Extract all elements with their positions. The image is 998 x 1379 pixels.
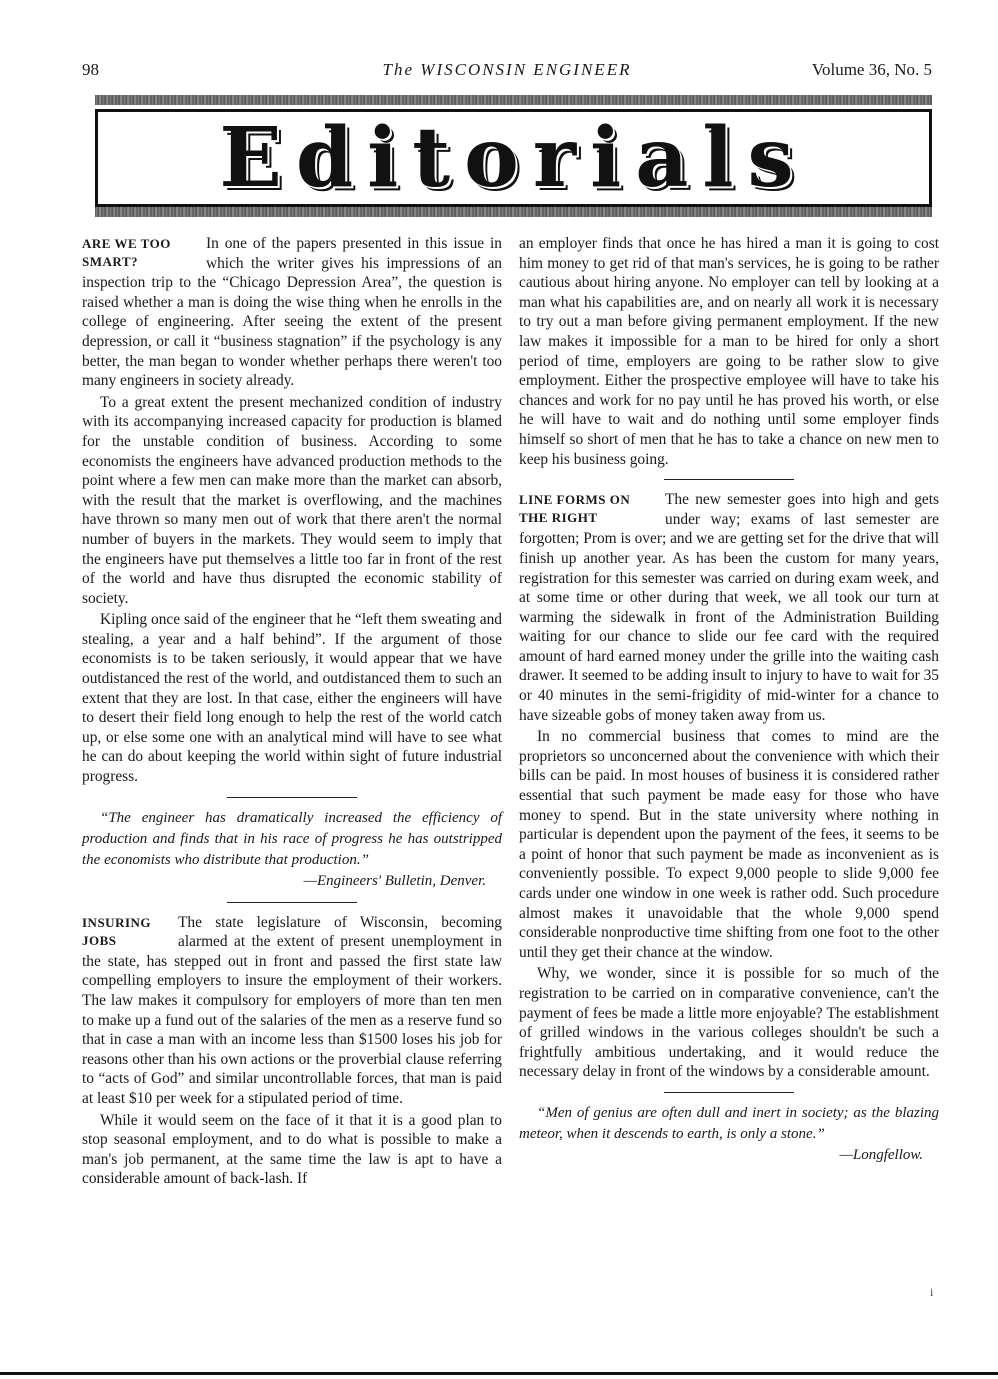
section-heading: INSURING JOBS <box>82 914 152 948</box>
pull-quote <box>82 808 502 892</box>
paragraph-continued: an employer finds that once he has hired a man it is going to cost him money to get rid of that man's services, he is going to be rather cautious about hiring anyone. No employer can tell by looking at a man what his capabilities are, and on nearly all work it is necessary to try out a man before giving permanent employment. If the new law makes it impossible for a man to be hired for only a short period of time, employers are going to be rather slow to give employment. Either the prospective employee will have to take his chances and work for no pay until he has proved his worth, or else he will have to wait and do nothing until some employer finds himself so short of men that he has to take a chance on new men to keep his business going. <box>519 235 939 468</box>
section-heading: LINE FORMS ON THE RIGHT <box>519 492 631 526</box>
running-header <box>82 60 932 84</box>
pull-quote <box>519 1103 939 1166</box>
divider-rule <box>227 902 357 903</box>
page-number: 98 <box>82 60 99 79</box>
quote-attribution: —Engineers' Bulletin, Denver. <box>303 872 486 889</box>
divider-rule <box>664 479 794 480</box>
paragraph: While it would seem on the face of it that it is a good plan to stop seasonal employment, and to do what is possible to make a man's job permanent, at the same time the law is apt to have a considerable amount of back-lash. If <box>82 1111 502 1188</box>
editorials-banner <box>95 95 932 217</box>
margin-mark: i <box>930 1285 934 1299</box>
editorial-line-forms-on-the-right <box>519 490 939 1082</box>
paragraph: In no commercial business that comes to mind are the proprietors so unconcerned about the convenience with which their bills can be paid. In most houses of business it is considered rather essential that such payment be made easy for those who have money to spend. But in the state university where nothing in particular is dependent upon the payment of the fees, it seems to be a point of honor that such payment be made as inconvenient as is conveniently possible. To expect 9,000 people to slide 9,000 fee cards under one window in one week is rather odd. Such procedure almost makes it unavoidable that the whole 9,000 spend considerable nonproductive time shifting from one foot to the other until they get their chance at the window. <box>519 728 939 961</box>
paragraph: The new semester goes into high and gets under way; exams of last semester are forgotten; Prom is over; and we are getting set for the drive that will finish up another year. As has been the custom for many years, registration for this semester was carried on during exam week, and at some time or other during that week, we all took our turn at warming the sidewalk in front of the Administration Building waiting for our chance to slide our fee card with the required amount of hard earned money under the grille into the waiting cash drawer. It seemed to be adding insult to injury to have to wait for 35 or 40 minutes in the semi-frigidity of mid-winter for a chance to have sizeable gobs of money taken away from us. <box>519 491 939 724</box>
editorial-are-we-too-smart <box>82 234 502 787</box>
paragraph: Kipling once said of the engineer that he “left them sweating and stealing, a year and a half behind”. If the argument of those economists is to be taken seriously, it would appear that we have outdistanced the rest of the world, and outdistanced them to such an extent that they are lost. In that case, either the engineers will have to desert their field long enough to help the rest of the world catch up, or else some one with an analytical mind will have to see what he can do about keeping the world within sight of future industrial progress. <box>82 611 502 786</box>
paragraph: The state legislature of Wisconsin, becoming alarmed at the extent of present unemployment in the state, has stepped out in front and passed the first state law compelling employers to insure the employment of their workers. The law makes it compulsory for employers of more than ten men to make up a fund out of the salaries of the men as a reserve fund so that in case a man with an income less than $1500 loses his job for reasons other than his own actions or the proverbial clause referring to “acts of God” and similar uncontrollable forces, that man is paid at least $10 per week for a stipulated period of time. <box>82 913 502 1107</box>
quote-text: “Men of genius are often dull and inert in society; as the blazing meteor, when it descends to earth, is only a stone.” <box>519 1104 939 1142</box>
banner-top-strip <box>95 95 932 105</box>
quote-attribution: —Longfellow. <box>839 1146 923 1163</box>
banner-bottom-strip <box>95 207 932 217</box>
editorial-insuring-jobs <box>82 913 502 1189</box>
page-bottom-edge <box>0 1372 998 1375</box>
banner-title: Editorials <box>219 110 808 206</box>
right-column <box>519 234 939 1166</box>
paragraph: Why, we wonder, since it is possible for so much of the registration to be carried on in comparative convenience, can't the payment of fees be made a little more enjoyable? The establishment of grilled windows in the various colleges shouldn't be such a frightfully ambitious undertaking, and it would reduce the necessary delay in front of the windows by a considerable amount. <box>519 965 939 1081</box>
quote-text: “The engineer has dramatically increased the efficiency of production and finds that in his race of progress he has outstripped the economists who distribute that production.” <box>82 809 502 868</box>
divider-rule <box>664 1092 794 1093</box>
journal-title: The WISCONSIN ENGINEER <box>382 60 632 79</box>
volume-number: Volume 36, No. 5 <box>811 60 932 79</box>
divider-rule <box>227 797 357 798</box>
paragraph: To a great extent the present mechanized condition of industry with its accompanying increased capacity for production is blamed for the unstable condition of business. According to some economists the engineers have advanced production methods to the point where a few men can make more than the market can absorb, with the result that the market is overflowing, and the machines have thrown so many men out of work that there aren't the normal number of buyers in the markets. They would seem to imply that the engineers have put themselves a little too far in front of the rest of the world and have thus disrupted the economic stability of society. <box>82 393 502 607</box>
banner-box <box>95 109 932 207</box>
paragraph: In one of the papers presented in this issue in which the writer gives his impressions of an inspection trip to the “Chicago Depression Area”, the question is raised whether a man is doing the wise thing when he enrolls in the college of engineering. After seeing the extent of the present depression, or call it “business stagnation” if the psychology is any better, the man began to wonder whether perhaps there weren't too many engineers in society already. <box>82 235 502 390</box>
left-column <box>82 234 502 1191</box>
section-heading: ARE WE TOO SMART? <box>82 236 171 269</box>
